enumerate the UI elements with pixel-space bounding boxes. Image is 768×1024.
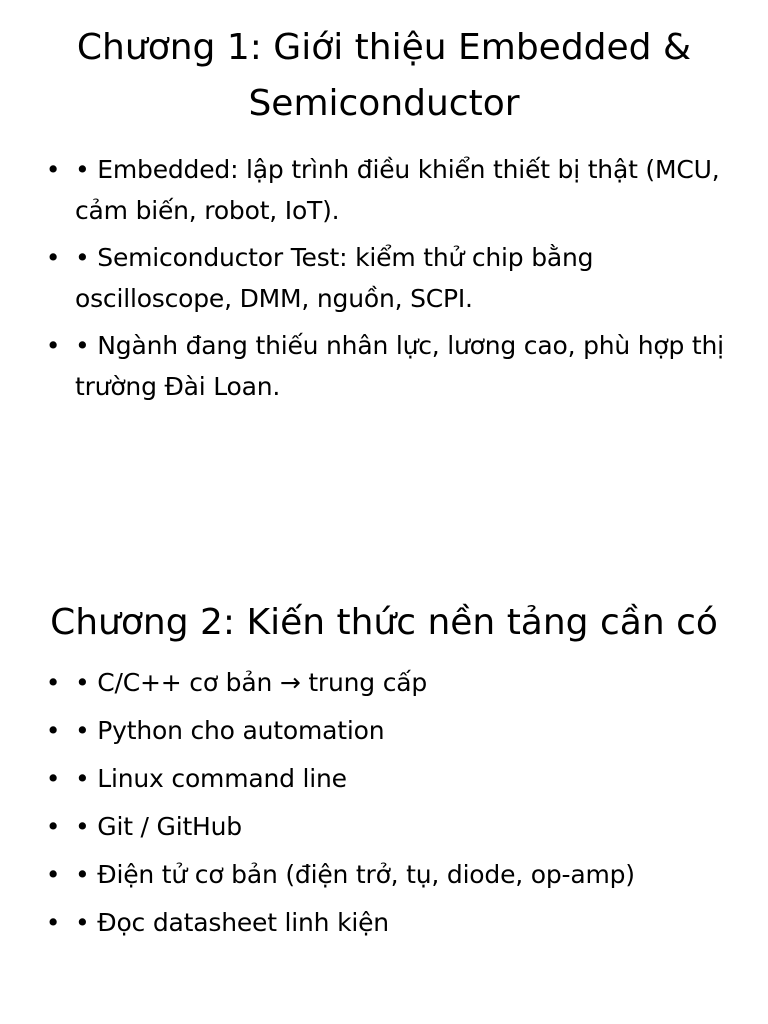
bullet-marker: • (45, 908, 61, 937)
bullet-marker: • (45, 155, 61, 184)
bullet-item (0, 710, 768, 751)
bullet-item (0, 662, 768, 703)
bullet-list (0, 149, 768, 407)
bullet-item (0, 854, 768, 895)
bullet-text: • Điện tử cơ bản (điện trở, tụ, diode, op-amp) (75, 860, 635, 889)
slide-title: Chương 2: Kiến thức nền tảng cần có (50, 602, 718, 643)
bullet-text: • Linux command line (75, 764, 347, 793)
bullet-marker: • (45, 812, 61, 841)
bullet-item (0, 149, 768, 231)
bullet-item (0, 902, 768, 943)
bullet-text: • Semiconductor Test: kiểm thử chip bằng oscilloscope, DMM, nguồn, SCPI. (75, 243, 594, 313)
bullet-marker: • (45, 764, 61, 793)
slide-title: Chương 1: Giới thiệu Embedded & Semiconductor (76, 27, 692, 124)
bullet-text: • Git / GitHub (75, 812, 242, 841)
bullet-marker: • (45, 860, 61, 889)
bullet-item (0, 806, 768, 847)
bullet-marker: • (45, 716, 61, 745)
bullet-text: • Python cho automation (75, 716, 385, 745)
bullet-marker: • (45, 331, 61, 360)
bullet-text: • C/C++ cơ bản → trung cấp (75, 668, 428, 697)
bullet-marker: • (45, 243, 61, 272)
bullet-text: • Đọc datasheet linh kiện (75, 908, 389, 937)
bullet-text: • Embedded: lập trình điều khiển thiết bị thật (MCU, cảm biến, robot, IoT). (75, 155, 720, 225)
bullet-item (0, 325, 768, 407)
bullet-list (0, 662, 768, 943)
bullet-item (0, 758, 768, 799)
slide-chapter-2 (0, 577, 768, 1024)
bullet-text: • Ngành đang thiếu nhân lực, lương cao, phù hợp thị trường Đài Loan. (75, 331, 724, 401)
bullet-item (0, 237, 768, 319)
bullet-marker: • (45, 668, 61, 697)
